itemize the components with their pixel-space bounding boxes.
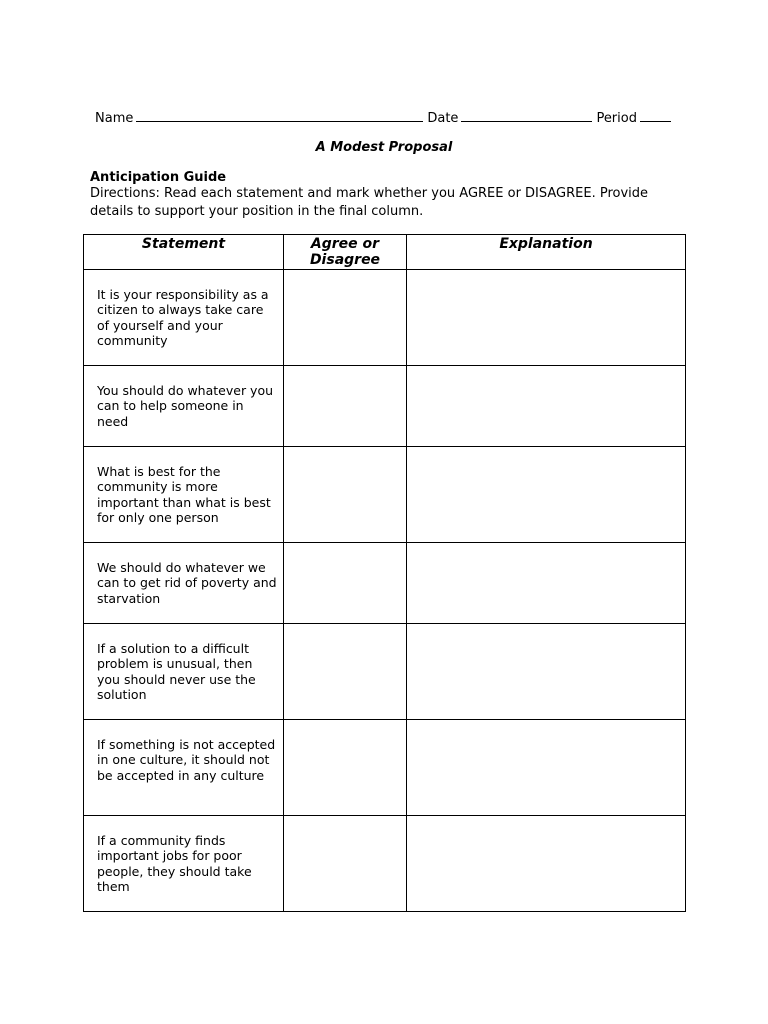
agree-disagree-cell[interactable] xyxy=(284,270,407,366)
statement-cell: We should do whatever we can to get rid of poverty and starvation xyxy=(84,543,284,624)
table-row xyxy=(84,816,686,912)
statement-cell: If a solution to a difficult problem is unusual, then you should never use the solution xyxy=(84,624,284,720)
column-header-explanation: Explanation xyxy=(407,235,686,270)
period-label: Period xyxy=(596,111,637,126)
table-row xyxy=(84,447,686,543)
table-row xyxy=(84,543,686,624)
statement-cell: If a community finds important jobs for poor people, they should take them xyxy=(84,816,284,912)
agree-disagree-cell[interactable] xyxy=(284,366,407,447)
explanation-cell[interactable] xyxy=(407,543,686,624)
table-row xyxy=(84,366,686,447)
statement-cell: It is your responsibility as a citizen to always take care of yourself and your community xyxy=(84,270,284,366)
column-header-agree-disagree: Agree or Disagree xyxy=(284,235,407,270)
explanation-cell[interactable] xyxy=(407,447,686,543)
explanation-cell[interactable] xyxy=(407,270,686,366)
student-info-line xyxy=(95,110,695,127)
period-blank[interactable] xyxy=(640,110,671,122)
statement-cell: You should do whatever you can to help someone in need xyxy=(84,366,284,447)
agree-disagree-cell[interactable] xyxy=(284,543,407,624)
date-blank[interactable] xyxy=(461,110,592,122)
table-row xyxy=(84,720,686,816)
explanation-cell[interactable] xyxy=(407,624,686,720)
agree-disagree-cell[interactable] xyxy=(284,720,407,816)
agree-disagree-cell[interactable] xyxy=(284,816,407,912)
explanation-cell[interactable] xyxy=(407,816,686,912)
guide-heading: Anticipation Guide xyxy=(90,170,227,185)
statement-cell: If something is not accepted in one culture, it should not be accepted in any culture xyxy=(84,720,284,816)
statement-cell: What is best for the community is more important than what is best for only one person xyxy=(84,447,284,543)
explanation-cell[interactable] xyxy=(407,720,686,816)
agree-disagree-cell[interactable] xyxy=(284,624,407,720)
name-blank[interactable] xyxy=(136,110,423,122)
directions-text: Directions: Read each statement and mark whether you AGREE or DISAGREE. Provide details to support your position in the final column. xyxy=(90,186,649,219)
explanation-cell[interactable] xyxy=(407,366,686,447)
document-title: A Modest Proposal xyxy=(315,140,453,155)
anticipation-guide-table xyxy=(83,234,686,912)
agree-disagree-cell[interactable] xyxy=(284,447,407,543)
table-row xyxy=(84,624,686,720)
column-header-statement: Statement xyxy=(84,235,284,270)
table-row xyxy=(84,270,686,366)
name-label: Name xyxy=(95,111,134,126)
date-label: Date xyxy=(427,111,459,126)
table-header-row xyxy=(84,235,686,270)
